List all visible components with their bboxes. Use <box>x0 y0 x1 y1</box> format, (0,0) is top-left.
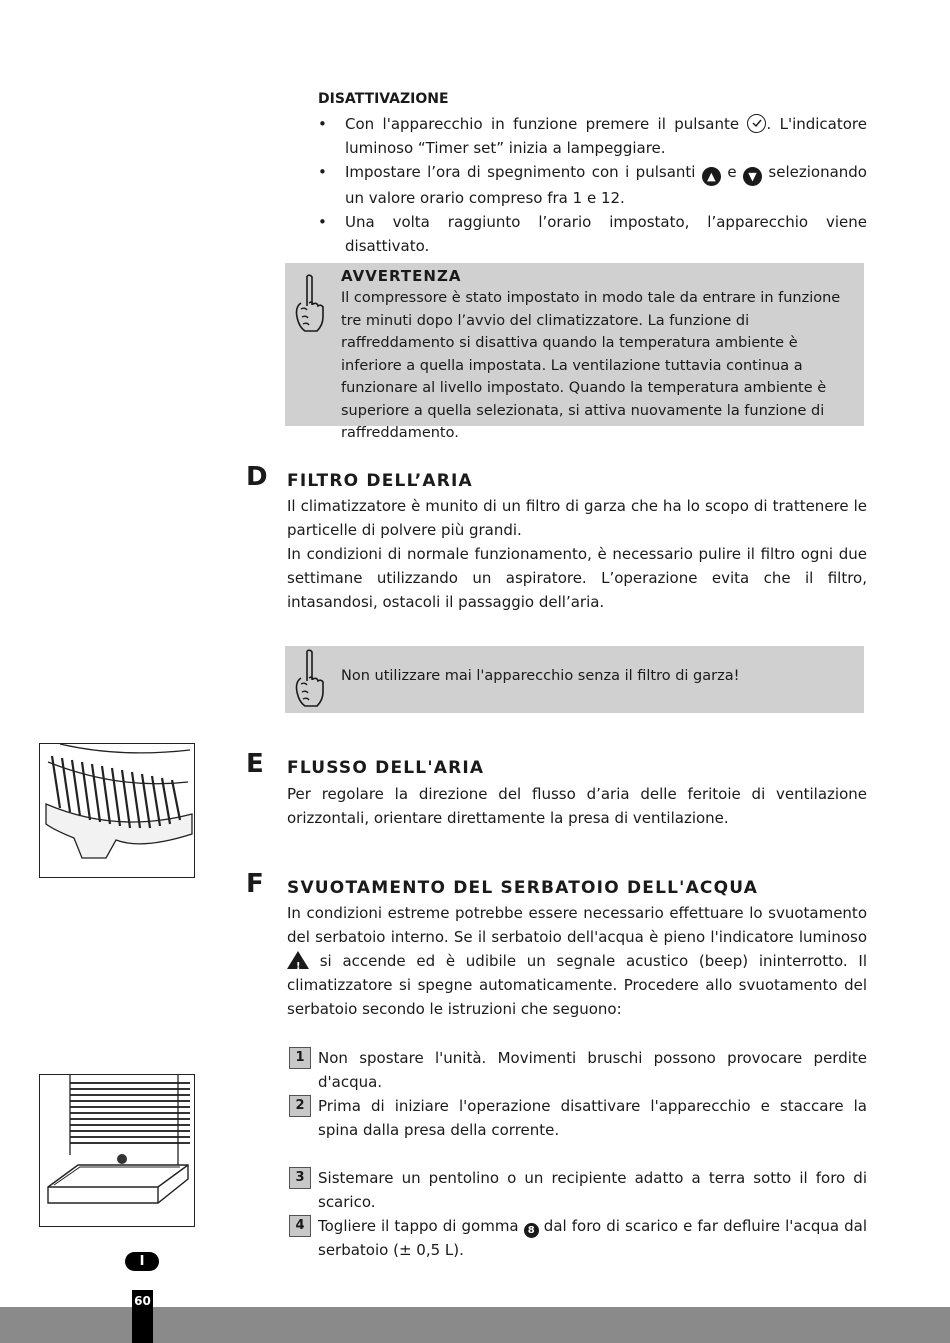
pointing-hand-icon <box>293 273 327 335</box>
section-title-airflow: FLUSSO DELL'ARIA <box>287 758 485 778</box>
step-number: 4 <box>289 1215 311 1237</box>
step-number: 3 <box>289 1167 311 1189</box>
step-item <box>289 1095 867 1139</box>
step-text: Non spostare l'unità. Movimenti bruschi possono provocare perdite d'acqua. <box>318 1049 867 1091</box>
paragraph: Il climatizzatore è munito di un filtro di garza che ha lo scopo di trattenere le particelle di polvere più grandi. <box>287 497 867 539</box>
water-tank-illustration <box>39 1074 195 1227</box>
step-text: Togliere il tappo di gomma 8 dal foro di scarico e far defluire l'acqua dal serbatoio (± 0,5 L). <box>318 1217 868 1259</box>
section-letter-f: F <box>246 869 264 899</box>
section-d-body <box>287 494 867 614</box>
list-item: • Con l'apparecchio in funzione premere il pulsante . L'indicatore luminoso “Timer set” inizia a lampeggiare. <box>318 112 867 160</box>
warning-text: Non utilizzare mai l'apparecchio senza il filtro di garza! <box>341 668 740 684</box>
warning-title: AVVERTENZA <box>341 267 462 285</box>
section-title-tank: SVUOTAMENTO DEL SERBATOIO DELL'ACQUA <box>287 878 759 898</box>
list-item: • Impostare l’ora di spegnimento con i pulsanti ▲ e ▼ selezionando un valore orario compreso fra 1 e 12. <box>318 160 867 210</box>
page-number: 60 <box>134 1294 151 1308</box>
step-text: Prima di iniziare l'operazione disattivare l'apparecchio e staccare la spina dalla presa della corrente. <box>318 1097 867 1139</box>
warning-box <box>285 646 864 713</box>
step-item <box>289 1215 868 1259</box>
step-item <box>289 1167 867 1211</box>
arrow-up-icon: ▲ <box>702 167 721 186</box>
warning-box <box>285 263 864 441</box>
section-f-body <box>287 901 867 1021</box>
language-badge: I <box>125 1252 159 1271</box>
list-item: • Una volta raggiunto l’orario impostato, l’apparecchio viene disattivato. <box>318 210 867 258</box>
deactivation-heading: DISATTIVAZIONE <box>318 91 449 107</box>
paragraph: In condizioni di normale funzionamento, è necessario pulire il filtro ogni due settimane utilizzando un aspiratore. L’operazione evita che il filtro, intasandosi, ostacoli il passaggio dell’aria. <box>287 545 867 611</box>
section-letter-e: E <box>246 749 264 779</box>
warning-text: Il compressore è stato impostato in modo tale da entrare in funzione tre minuti dopo l’avvio del climatizzatore. La funzione di raffreddamento si disattiva quando la temperatura ambiente è inferiore a quella impostata. La ventilazione tuttavia continua a funzionare al livello impostato. Quando la temperatura ambiente è superiore a quella selezionata, si attiva nuovamente la funzione di raffreddamento. <box>341 290 841 441</box>
air-vent-illustration <box>39 743 195 878</box>
warning-triangle-icon: ! <box>287 951 309 969</box>
pointing-hand-icon <box>293 648 327 710</box>
paragraph: Per regolare la direzione del flusso d’aria delle feritoie di ventilazione orizzontali, orientare direttamente la presa di ventilazione. <box>287 785 867 827</box>
drain-plug-number-icon: 8 <box>524 1223 539 1238</box>
section-letter-d: D <box>246 462 268 492</box>
section-title-filter: FILTRO DELL’ARIA <box>287 471 473 491</box>
section-e-body <box>287 782 867 830</box>
timer-button-icon <box>747 114 766 133</box>
arrow-down-icon: ▼ <box>743 167 762 186</box>
step-text: Sistemare un pentolino o un recipiente adatto a terra sotto il foro di scarico. <box>318 1169 867 1211</box>
step-number: 1 <box>289 1047 311 1069</box>
step-item <box>289 1047 867 1091</box>
step-number: 2 <box>289 1095 311 1117</box>
deactivation-list <box>318 112 867 258</box>
paragraph: In condizioni estreme potrebbe essere necessario effettuare lo svuotamento del serbatoio interno. Se il serbatoio dell'acqua è pieno l'indicatore luminoso ! si accende ed è udibile un segnale acustico (beep) ininterrotto. Il climatizzatore si spegne automaticamente. Procedere allo svuotamento del serbatoio secondo le istruzioni che seguono: <box>287 904 867 1018</box>
